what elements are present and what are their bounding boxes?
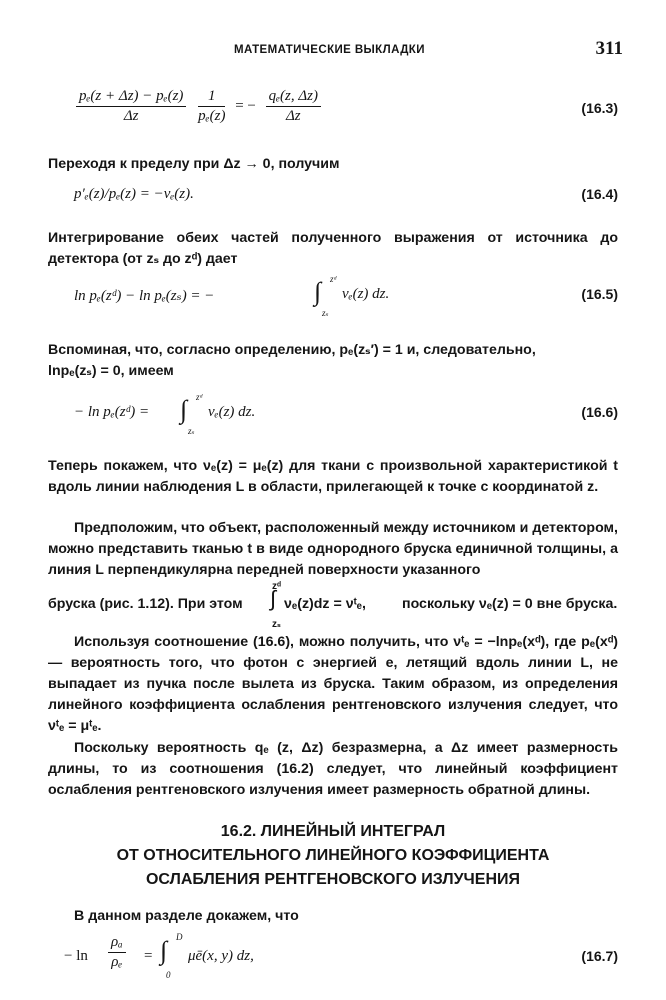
eq-16-5-upper-limit: zᵈ [330, 274, 337, 284]
eq-16-6-left: − ln pₑ(zᵈ) = [74, 404, 150, 420]
eq-16-3-frac-mid [198, 88, 225, 125]
paragraph-2: Интегрирование обеих частей полученного выражения от источника до детектора (от zₛ до zᵈ) дает [48, 230, 618, 267]
paragraph-3 [48, 340, 618, 382]
integral-sign-icon: ∫ [160, 936, 168, 965]
paragraph-3-line-a: Вспоминая, что, согласно определению, pₑ(zₛ′) = 1 и, следовательно, [48, 342, 536, 358]
eq-16-6-lower-limit: zₛ [188, 426, 195, 436]
equation-16-6 [48, 392, 618, 436]
paragraph-5-int-lower: zₛ [272, 619, 281, 630]
section-heading-line-3: ОСЛАБЛЕНИЯ РЕНТГЕНОВСКОГО ИЗЛУЧЕНИЯ [145, 871, 521, 888]
eq-16-4-expr: p′ₑ(z)/pₑ(z) = −νₑ(z). [74, 186, 194, 202]
equation-16-5 [48, 274, 618, 318]
eq-16-7-upper-limit: D [176, 932, 183, 942]
eq-16-6-number: (16.6) [581, 404, 618, 420]
section-heading [48, 820, 618, 892]
paragraph-5 [48, 518, 618, 581]
eq-16-7-num: ρₐ [108, 934, 126, 953]
eq-16-3-right-num: qₑ(z, Δz) [266, 88, 321, 107]
page-header [48, 38, 623, 68]
eq-16-3-sign: = − [235, 97, 256, 114]
eq-16-4-number: (16.4) [581, 186, 618, 202]
section-heading-line-2: ОТ ОТНОСИТЕЛЬНОГО ЛИНЕЙНОГО КОЭФФИЦИЕНТА [116, 847, 550, 864]
paragraph-5-int-upper: zᵈ [272, 581, 281, 592]
eq-16-3-mid-num: 1 [198, 88, 225, 107]
paragraph-7 [48, 738, 618, 801]
paragraph-3-line-b: lnpₑ(zₛ) = 0, имеем [48, 363, 174, 379]
integral-sign-icon: ∫ [270, 586, 277, 611]
eq-16-5-integrand: νₑ(z) dz. [342, 286, 390, 302]
eq-16-7-integrand: μē(x, y) dz, [188, 948, 254, 964]
paragraph-8-text: В данном разделе докажем, что [74, 908, 299, 924]
eq-16-5-lower-limit: zₛ [322, 308, 329, 318]
running-title: МАТЕМАТИЧЕСКИЕ ВЫКЛАДКИ [234, 44, 425, 56]
eq-16-7-frac [108, 934, 126, 971]
paragraph-5-text: Предположим, что объект, расположенный между источником и детектором, можно представить тканью t в виде однородного бруска единичной толщины, а линия L перпендикулярна передней поверхности указанного [48, 520, 618, 578]
equation-16-4 [48, 186, 618, 208]
paragraph-5-line-a: бруска (рис. 1.12). При этом [48, 596, 243, 612]
paragraph-5-line-b: поскольку νₑ(z) = 0 вне бруска. [402, 596, 618, 612]
eq-16-7-left: − ln [64, 948, 88, 964]
eq-16-3-left-num: pₑ(z + Δz) − pₑ(z) [76, 88, 186, 107]
page-number: 311 [595, 38, 623, 59]
paragraph-1: Переходя к пределу при Δz → 0, получим [48, 156, 340, 172]
paragraph-5-integral-line [48, 581, 618, 630]
eq-16-6-upper-limit: zᵈ [196, 392, 203, 402]
eq-16-3-mid-den: pₑ(z) [198, 108, 226, 124]
eq-16-3-number: (16.3) [581, 100, 618, 116]
integral-sign-icon: ∫ [180, 395, 188, 424]
eq-16-7-sign: = [144, 948, 153, 964]
paragraph-6-text: Используя соотношение (16.6), можно получить, что νᵗₑ = −lnpₑ(xᵈ), где pₑ(xᵈ) — вероятность того, что фотон с энергией e, летящий вдоль линии L, не выпадает из пучка после вылета из бруска. Таким образом, из определения линейного коэффициента ослабления рентгеновского излучения следует, что νᵗₑ = μᵗₑ. [48, 634, 618, 734]
paragraph-4: Теперь покажем, что νₑ(z) = μₑ(z) для ткани с произвольной характеристикой t вдоль линии наблюдения L в области, прилегающей к точке с координатой z. [48, 458, 618, 495]
equation-16-7 [48, 932, 618, 982]
eq-16-6-integrand: νₑ(z) dz. [208, 404, 256, 420]
equation-16-3 [48, 88, 618, 134]
eq-16-3-frac-right [266, 88, 321, 125]
paragraph-8 [48, 906, 618, 927]
eq-16-7-den: ρₑ [111, 954, 123, 970]
paragraph-7-text: Поскольку вероятность qₑ (z, Δz) безразмерна, а Δz имеет размерность длины, то из соотношения (16.2) следует, что линейный коэффициент ослабления рентгеновского излучения имеет размерность обратной длины. [48, 740, 618, 798]
paragraph-5-int-expr: νₑ(z)dz = νᵗₑ, [284, 596, 366, 612]
eq-16-7-number: (16.7) [581, 948, 618, 964]
paragraph-6 [48, 632, 618, 737]
eq-16-5-left: ln pₑ(zᵈ) − ln pₑ(zₛ) = − [74, 288, 215, 304]
eq-16-7-lower-limit: 0 [166, 970, 171, 980]
eq-16-3-left-den: Δz [123, 108, 139, 124]
eq-16-5-number: (16.5) [581, 286, 618, 302]
section-heading-line-1: 16.2. ЛИНЕЙНЫЙ ИНТЕГРАЛ [220, 823, 446, 840]
eq-16-3-right-den: Δz [285, 108, 301, 124]
eq-16-3-frac-left [76, 88, 186, 125]
integral-sign-icon: ∫ [314, 277, 322, 306]
